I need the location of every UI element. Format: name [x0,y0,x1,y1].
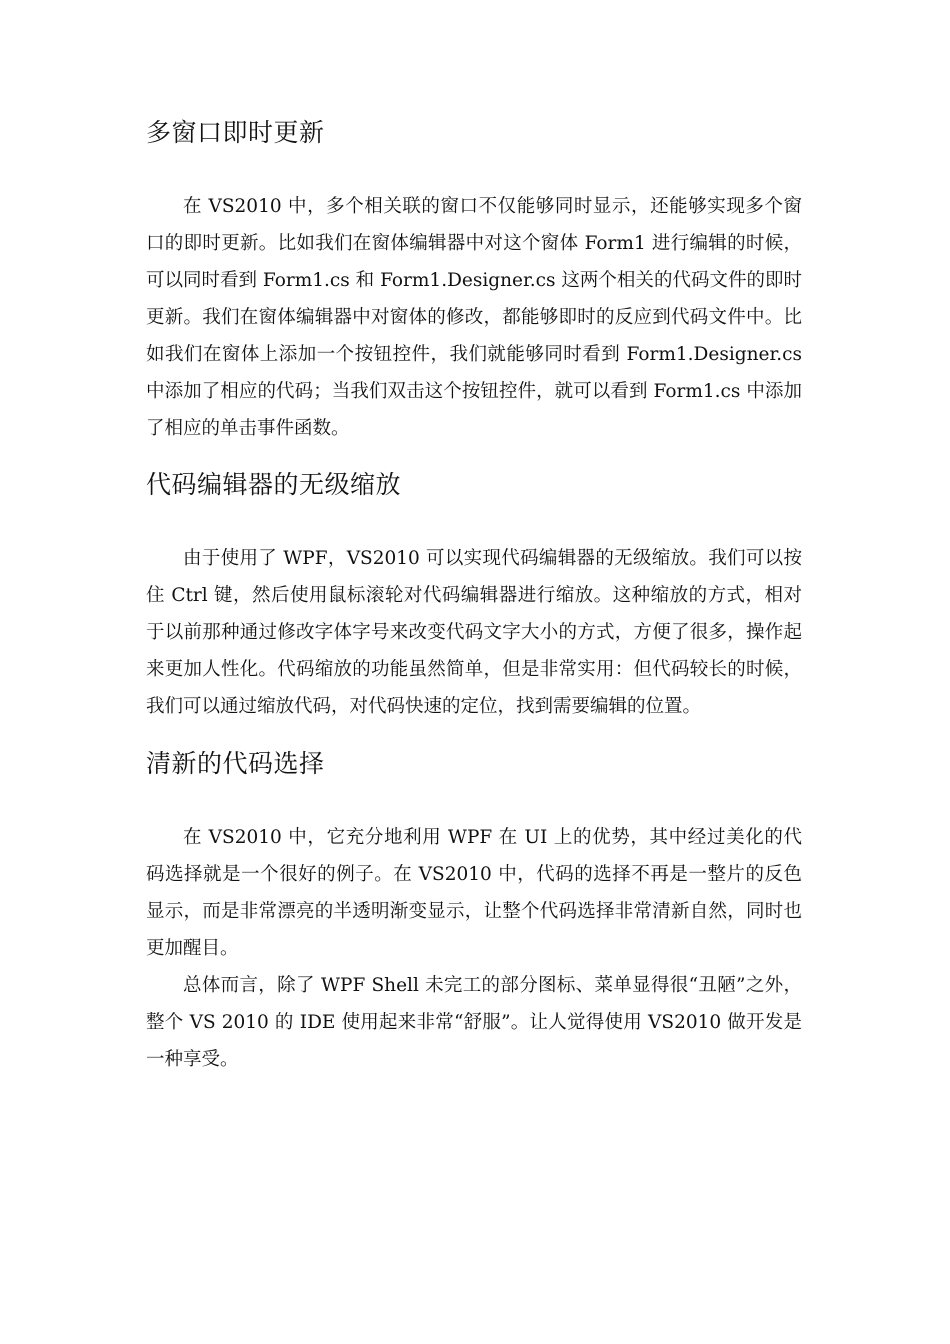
section-multi-window-update [146,116,802,447]
section-heading: 多窗口即时更新 [146,118,325,147]
section-heading: 代码编辑器的无级缩放 [146,470,402,499]
section-paragraph: 由于使用了 WPF，VS2010 可以实现代码编辑器的无级缩放。我们可以按住 Ctrl 键，然后使用鼠标滚轮对代码编辑器进行缩放。这种缩放的方式，相对于以前那种通过修改字体字号来改变代码文字大小的方式，方便了很多，操作起来更加人性化。代码缩放的功能虽然简单，但是非常实用：但代码较长的时候，我们可以通过缩放代码，对代码快速的定位，找到需要编辑的位置。 [146,548,802,717]
section-paragraph: 在 VS2010 中，多个相关联的窗口不仅能够同时显示，还能够实现多个窗口的即时更新。比如我们在窗体编辑器中对这个窗体 Form1 进行编辑的时候，可以同时看到 Form1.cs 和 Form1.Designer.cs 这两个相关的代码文件的即时更新。我们在窗体编辑器中对窗体的修改，都能够即时的反应到代码文件中。比如我们在窗体上添加一个按钮控件，我们就能够同时看到 Form1.Designer.cs 中添加了相应的代码；当我们双击这个按钮控件，就可以看到 Form1.cs 中添加了相应的单击事件函数。 [146,196,802,439]
section-heading: 清新的代码选择 [146,749,325,778]
section-code-zoom [146,468,802,725]
section-code-selection [146,747,802,1078]
section-paragraph: 在 VS2010 中，它充分地利用 WPF 在 UI 上的优势，其中经过美化的代码选择就是一个很好的例子。在 VS2010 中，代码的选择不再是一整片的反色显示，而是非常漂亮的半透明渐变显示，让整个代码选择非常清新自然，同时也更加醒目。 [146,827,802,959]
section-paragraph: 总体而言，除了 WPF Shell 未完工的部分图标、菜单显得很“丑陋”之外，整个 VS 2010 的 IDE 使用起来非常“舒服”。让人觉得使用 VS2010 做开发是一种享受。 [146,975,802,1070]
